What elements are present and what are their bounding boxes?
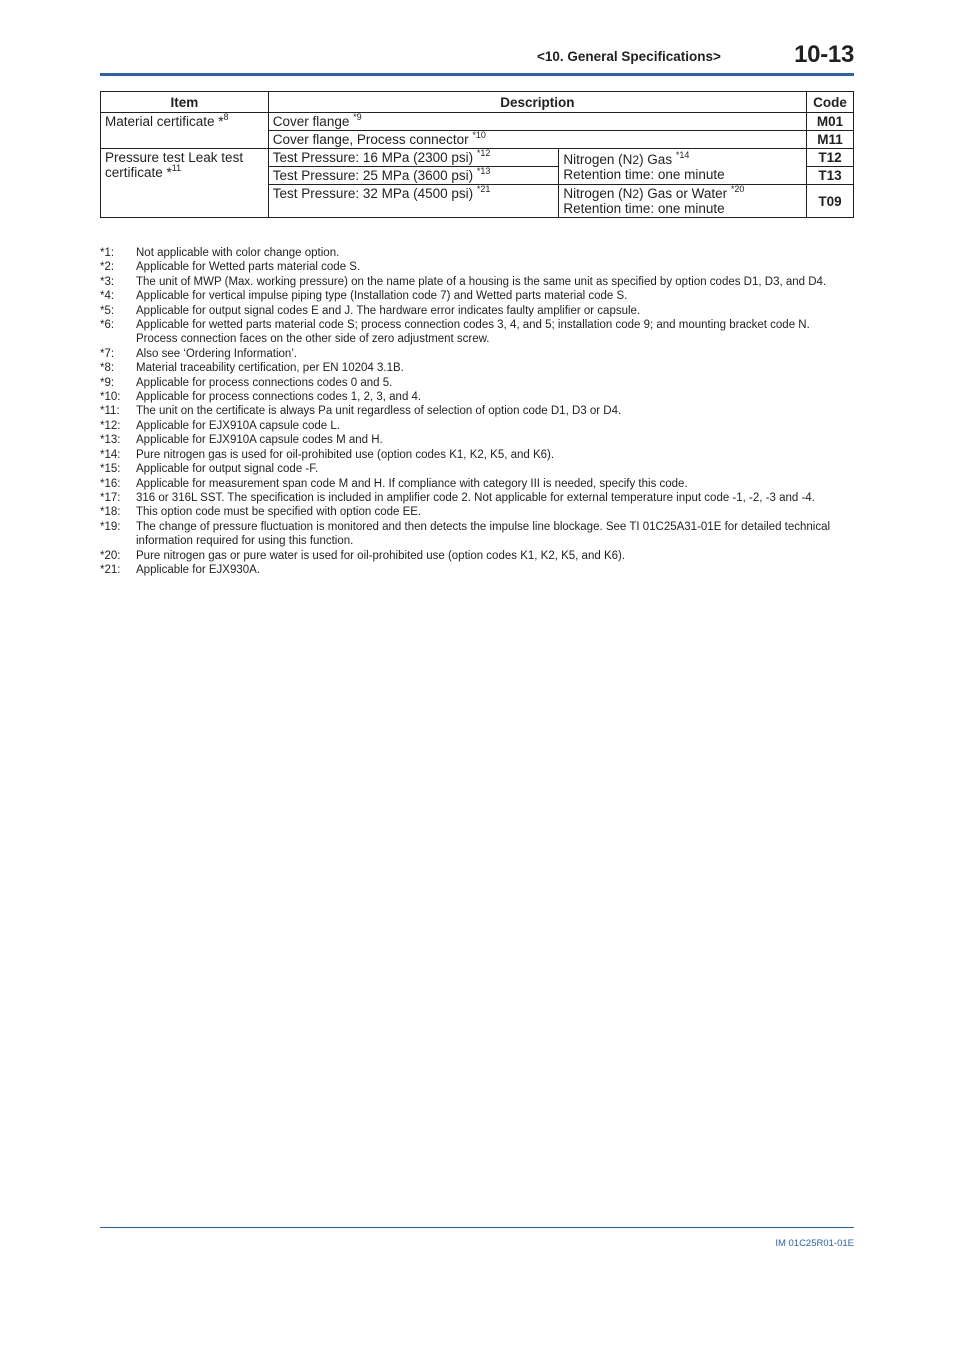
- table-row: [101, 113, 854, 131]
- footnote-text: Applicable for process connections codes 0 and 5.: [136, 376, 393, 389]
- footnote: [100, 304, 854, 318]
- footnote: [100, 433, 854, 447]
- footnote-text: The unit on the certificate is always Pa unit regardless of selection of option code D1, D3 or D4.: [136, 405, 622, 418]
- header-code: Code: [806, 92, 853, 113]
- description-cell: [268, 131, 806, 149]
- description-text: Test Pressure: 25 MPa (3600 psi): [272, 168, 477, 183]
- footnote-text: The unit of MWP (Max. working pressure) on the name plate of a housing is the same unit as specified by option codes D1, D3, and D4.: [136, 275, 827, 288]
- description-text: Test Pressure: 16 MPa (2300 psi): [272, 150, 477, 165]
- subscript: 2: [632, 152, 640, 167]
- description-text: Test Pressure: 32 MPa (4500 psi): [272, 186, 477, 201]
- table-row: [101, 149, 854, 167]
- footnote-text: 316 or 316L SST. The specification is included in amplifier code 2. Not applicable for external temperature input code -1, -2, -3 and -4.: [136, 491, 815, 504]
- retention-text: Retention time: one minute: [563, 201, 725, 216]
- description-text: Cover flange, Process connector: [272, 132, 473, 147]
- item-cell-material: [101, 113, 269, 149]
- footnote: [100, 477, 854, 491]
- footnote-marker: *4:: [100, 290, 115, 303]
- footnote-marker: *11:: [100, 405, 120, 418]
- footnote-marker: *13:: [100, 434, 121, 447]
- item-label: Material certificate *: [105, 114, 224, 129]
- footnote-ref: 11: [171, 163, 182, 173]
- option-spec-table: [100, 91, 854, 218]
- description-cell: [268, 149, 559, 167]
- code-cell: T09: [806, 185, 853, 218]
- document-id: IM 01C25R01-01E: [775, 1238, 854, 1249]
- footnote: [100, 260, 854, 274]
- footnote-marker: *3:: [100, 275, 115, 288]
- footnote: [100, 462, 854, 476]
- retention-text: Retention time: one minute: [563, 166, 725, 182]
- footnote: [100, 520, 854, 549]
- footnote-text: Applicable for process connections codes 1, 2, 3, and 4.: [136, 391, 422, 404]
- footnote: [100, 376, 854, 390]
- code-cell: T12: [806, 149, 853, 167]
- header-divider: [100, 73, 854, 76]
- footnote-text: Pure nitrogen gas or pure water is used for oil-prohibited use (option codes K1, K2, K5, and K6).: [136, 549, 626, 562]
- footnote-text: Applicable for output signal codes E and J. The hardware error indicates faulty amplifier or capsule.: [136, 304, 641, 317]
- page-number: 10-13: [794, 41, 854, 68]
- footnote-ref: *20: [730, 184, 745, 194]
- footnote: [100, 563, 854, 577]
- footnote: [100, 404, 854, 418]
- footnotes-list: [100, 246, 854, 577]
- footnote-text: Also see ‘Ordering Information’.: [136, 347, 298, 360]
- footnote-marker: *12:: [100, 419, 121, 432]
- header-description: Description: [268, 92, 806, 113]
- footnote-marker: *21:: [100, 563, 121, 576]
- footnote: [100, 390, 854, 404]
- footnote-marker: *9:: [100, 376, 115, 389]
- description-cell: [268, 113, 806, 131]
- description-cell: [268, 167, 559, 185]
- medium-text: Nitrogen (N: [563, 186, 633, 201]
- footnote: [100, 419, 854, 433]
- description-text: Cover flange: [272, 114, 354, 129]
- footnote-marker: *2:: [100, 261, 115, 274]
- footnote-ref: *9: [353, 112, 362, 122]
- medium-text: Nitrogen (N: [563, 151, 633, 167]
- footnote-marker: *18:: [100, 506, 121, 519]
- header-item: Item: [101, 92, 269, 113]
- footnote: [100, 275, 854, 289]
- footnote-ref: *21: [476, 184, 491, 194]
- footnote: [100, 549, 854, 563]
- footnote-text: Applicable for EJX910A capsule code L.: [136, 419, 340, 432]
- code-cell: T13: [806, 167, 853, 185]
- table-header-row: [101, 92, 854, 113]
- footnote-text: Not applicable with color change option.: [136, 247, 340, 259]
- medium-text: ) Gas: [639, 151, 676, 167]
- footnote-text: Applicable for output signal code -F.: [136, 463, 319, 476]
- footnote-marker: *6:: [100, 319, 115, 332]
- code-cell: M01: [806, 113, 853, 131]
- footnote-text: Material traceability certification, per EN 10204 3.1B.: [136, 362, 404, 375]
- item-label: Pressure test Leak test certificate *: [105, 150, 244, 180]
- footnote: [100, 318, 854, 347]
- test-medium-cell: [559, 185, 807, 218]
- footnote: [100, 448, 854, 462]
- footnote-text: Applicable for Wetted parts material code S.: [136, 261, 361, 274]
- footnote-marker: *8:: [100, 362, 115, 375]
- footnote-marker: *15:: [100, 463, 121, 476]
- footnote-text: This option code must be specified with option code EE.: [136, 506, 422, 519]
- footnote: [100, 505, 854, 519]
- footnote-text: Applicable for wetted parts material code S; process connection codes 3, 4, and 5; installation code 9; and mounting bracket code N. Process connection faces on the other side of zero adjustment screw.: [136, 319, 810, 346]
- footnote-text: Applicable for EJX910A capsule codes M and H.: [136, 434, 383, 447]
- footnote-ref: *13: [476, 166, 491, 176]
- footnote-text: Applicable for measurement span code M and H. If compliance with category III is needed, specify this code.: [136, 477, 688, 490]
- medium-text: ) Gas or Water: [639, 186, 731, 201]
- footnote-text: Applicable for vertical impulse piping type (Installation code 7) and Wetted parts material code S.: [136, 290, 628, 303]
- footnote-text: Pure nitrogen gas is used for oil-prohibited use (option codes K1, K2, K5, and K6).: [136, 448, 555, 461]
- footnote-marker: *1:: [100, 247, 115, 259]
- footnote-ref: *14: [675, 149, 690, 160]
- footnote-ref: 8: [223, 112, 229, 122]
- footnote: [100, 361, 854, 375]
- footnote-marker: *16:: [100, 477, 121, 490]
- footnote: [100, 289, 854, 303]
- code-cell: M11: [806, 131, 853, 149]
- section-title: <10. General Specifications>: [537, 49, 721, 64]
- footnote-marker: *10:: [100, 391, 121, 404]
- footnote-marker: *7:: [100, 347, 115, 360]
- description-cell: [268, 185, 559, 218]
- subscript: 2: [632, 187, 640, 201]
- footnote: [100, 347, 854, 361]
- footnote-marker: *5:: [100, 304, 115, 317]
- item-cell-pressure: [101, 149, 269, 218]
- footnote-ref: *12: [476, 148, 491, 158]
- footnote-marker: *20:: [100, 549, 121, 562]
- footnote-text: The change of pressure fluctuation is monitored and then detects the impulse line blockage. See TI 01C25A31-01E for detailed technical information required for using this function.: [136, 520, 831, 548]
- footnote-ref: *10: [472, 130, 486, 140]
- footnote-marker: *14:: [100, 448, 121, 461]
- footnote: [100, 491, 854, 505]
- footnote-marker: *17:: [100, 491, 121, 504]
- footnote-text: Applicable for EJX930A.: [136, 563, 261, 576]
- footnote-marker: *19:: [100, 520, 121, 533]
- footer-divider: [100, 1227, 854, 1228]
- test-medium-cell: [559, 149, 807, 185]
- footnote: [100, 246, 854, 260]
